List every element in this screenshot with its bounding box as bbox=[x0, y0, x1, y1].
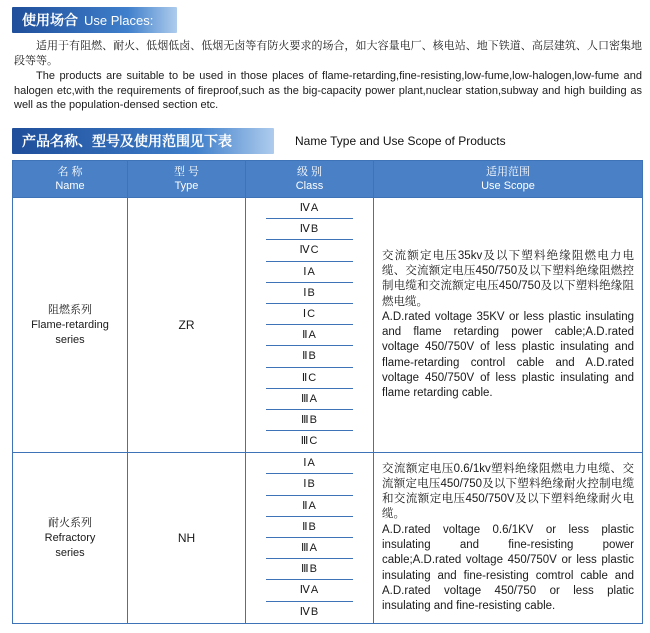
group-name-en-line2: series bbox=[55, 333, 85, 346]
use-places-banner bbox=[12, 7, 177, 33]
group-name-en-line2: series bbox=[55, 546, 85, 559]
group-name-refractory bbox=[13, 453, 128, 624]
use-places-title-en: Use Places: bbox=[84, 12, 154, 28]
class-item: ⅡB bbox=[266, 346, 353, 367]
scope-cn: 交流额定电压35kv及以下塑料绝缘阻燃电力电缆、交流额定电压450/750及以下塑料绝缘阻燃控制电缆和交流额定电压450/750及以下塑料绝缘阻燃电缆。 bbox=[382, 249, 634, 308]
table-header-row bbox=[13, 161, 643, 198]
table-row-refractory bbox=[13, 453, 643, 624]
class-item: ⅣB bbox=[299, 605, 320, 618]
class-item: ⅠC bbox=[266, 304, 353, 325]
class-item: ⅡA bbox=[266, 325, 353, 346]
products-title-cn: 产品名称、型号及使用范围见下表 bbox=[22, 133, 232, 149]
group-name-cn: 阻燃系列 bbox=[48, 303, 92, 316]
header-name bbox=[13, 161, 128, 198]
class-item: ⅠA bbox=[266, 262, 353, 283]
header-class-cn: 级 别 bbox=[296, 166, 323, 178]
header-type bbox=[128, 161, 246, 198]
class-item: ⅠB bbox=[266, 474, 353, 495]
class-item: ⅠB bbox=[266, 283, 353, 304]
header-scope bbox=[374, 161, 643, 198]
scope-cn: 交流额定电压0.6/1kv塑料绝缘阻燃电力电缆、交流额定电压450/750及以下塑料绝缘耐火控制电缆和交流额定电压450/750V及以下塑料绝缘耐火电缆。 bbox=[382, 462, 634, 521]
group-name-en-line1: Flame-retarding bbox=[31, 318, 109, 331]
class-item: ⅢA bbox=[266, 538, 353, 559]
header-scope-en: Use Scope bbox=[481, 180, 535, 192]
class-item: ⅣB bbox=[266, 219, 353, 240]
products-banner bbox=[12, 128, 274, 154]
use-places-title-cn: 使用场合 bbox=[22, 12, 78, 28]
class-item: ⅢA bbox=[266, 389, 353, 410]
scope-refractory bbox=[374, 453, 643, 624]
header-type-en: Type bbox=[174, 180, 199, 192]
header-scope-cn: 适用范围 bbox=[486, 166, 530, 178]
header-name-en: Name bbox=[55, 180, 85, 192]
class-list-zr bbox=[246, 198, 374, 453]
table-row-flame-retarding bbox=[13, 198, 643, 453]
class-list-nh bbox=[246, 453, 374, 624]
use-places-text-en: The products are suitable to be used in those places of flame-retarding,fine-resisting,low-fume,low-halogen,low-fume and halogen etc,with the requirements of fireproof,such as the big-capacity power plant,nuclear station,subway and high building as well as the population-densed section etc. bbox=[14, 70, 642, 112]
group-type-nh: NH bbox=[128, 453, 246, 624]
products-table bbox=[12, 160, 643, 624]
class-item: ⅡC bbox=[266, 368, 353, 389]
scope-flame-retarding bbox=[374, 198, 643, 453]
class-item: ⅢB bbox=[266, 559, 353, 580]
use-places-text-cn: 适用于有阻燃、耐火、低烟低卤、低烟无卤等有防火要求的场合，如大容量电厂、核电站、地下铁道、高层建筑、人口密集地段等等。 bbox=[14, 40, 642, 67]
class-item: ⅢC bbox=[300, 435, 319, 448]
class-item: ⅣC bbox=[266, 240, 353, 261]
header-type-cn: 型 号 bbox=[173, 166, 200, 178]
class-item: ⅠA bbox=[266, 453, 353, 474]
class-item: ⅡB bbox=[266, 517, 353, 538]
group-name-flame-retarding bbox=[13, 198, 128, 453]
group-name-cn: 耐火系列 bbox=[48, 516, 92, 529]
products-subtitle-en: Name Type and Use Scope of Products bbox=[295, 134, 506, 148]
header-class-en: Class bbox=[295, 180, 324, 192]
class-item: ⅢB bbox=[266, 410, 353, 431]
class-item: ⅣA bbox=[266, 198, 353, 219]
class-item: ⅡA bbox=[266, 496, 353, 517]
scope-en: A.D.rated voltage 35KV or less plastic insulating and flame retarding power cable;A.D.rated voltage 450/750V of less plastic insulating and flame-retarding control cable and A.D.rated voltage 450/750V of less plastic insulating and flame retarding cable. bbox=[382, 310, 634, 400]
header-name-cn: 名 称 bbox=[57, 166, 83, 178]
class-item: ⅣA bbox=[266, 580, 353, 601]
group-type-zr: ZR bbox=[128, 198, 246, 453]
group-name-en-line1: Refractory bbox=[44, 531, 96, 544]
scope-en: A.D.rated voltage 0.6/1KV or less plastic insulating and fine-resisting power cable;A.D.rated voltage 450/750V or less plastic insulating and fine-resisting comtrol cable and A.D.rated voltage 450/750 or less platic insulating and fine-resisting cable. bbox=[382, 523, 634, 613]
header-class bbox=[246, 161, 374, 198]
